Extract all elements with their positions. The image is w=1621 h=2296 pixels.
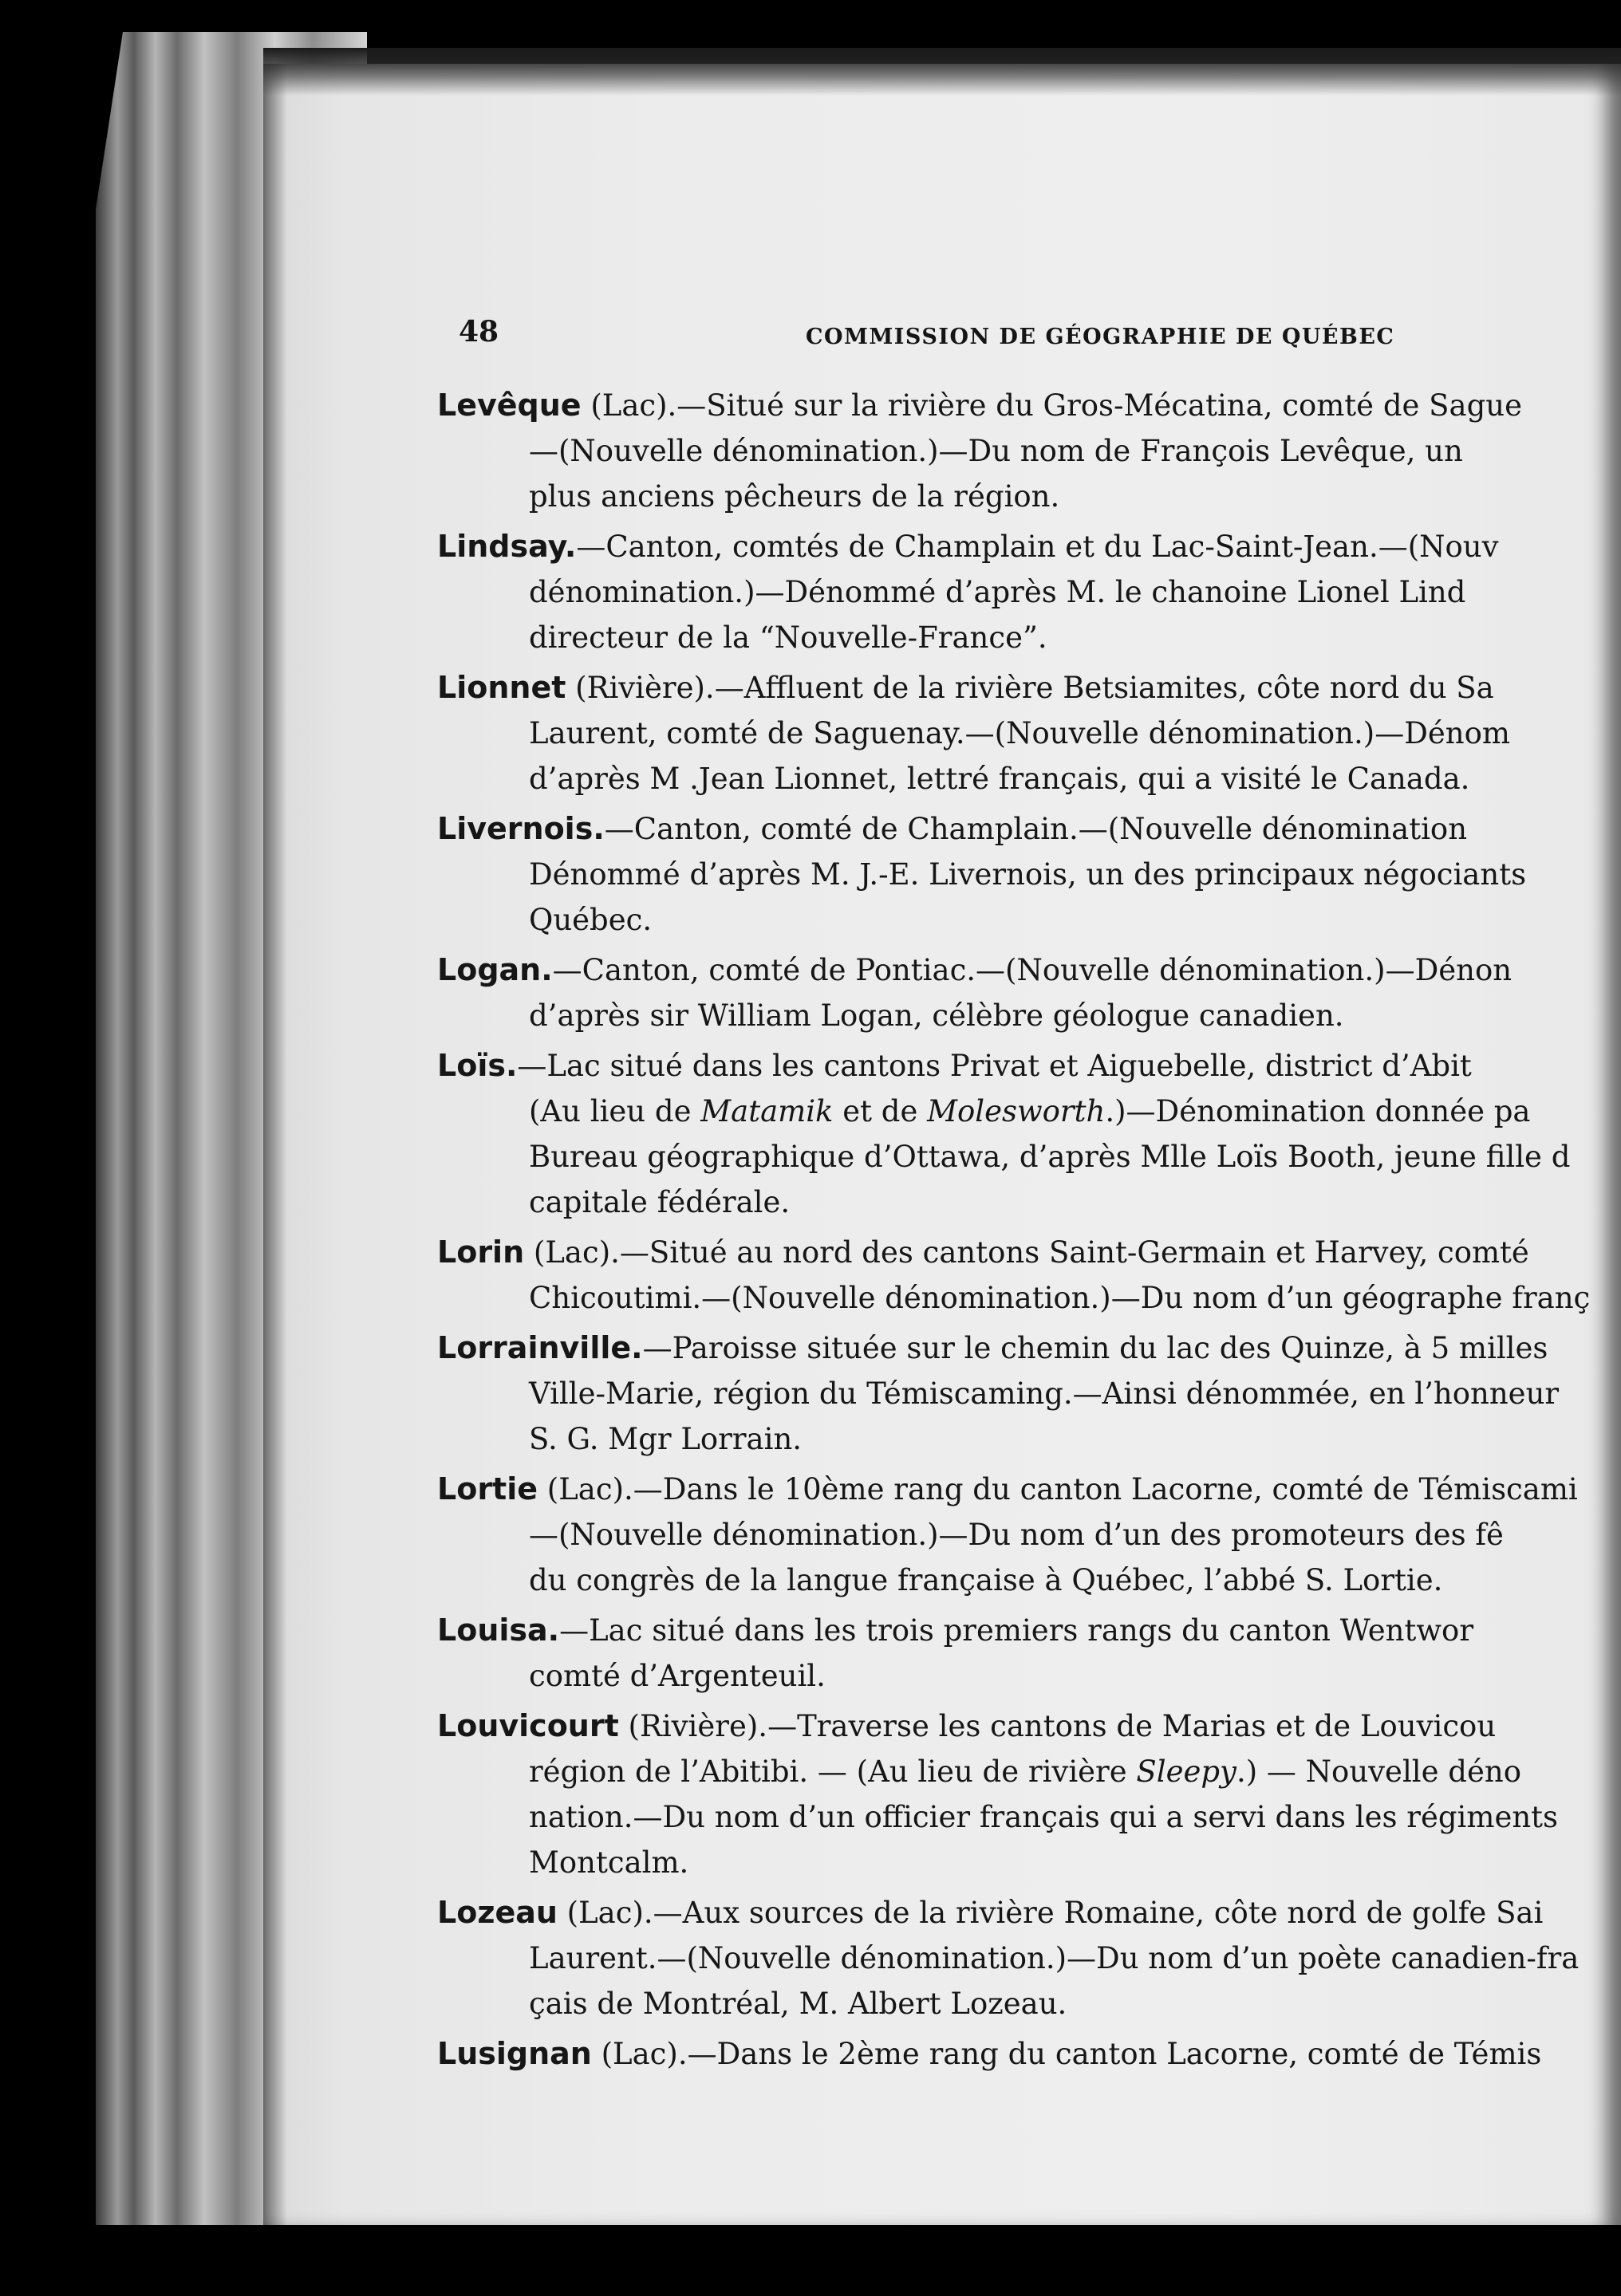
entry-text: (Lac).—Dans le 10ème rang du canton Lacorne, comté de Témiscami <box>538 1472 1578 1506</box>
entry-first-line <box>437 665 1621 711</box>
entry-first-line <box>437 806 1621 852</box>
entry-continuation-line <box>437 615 1621 660</box>
entry-headword: Levêque <box>437 388 582 423</box>
entry-text: Laurent, comté de Saguenay.—(Nouvelle dénomination.)—Dénom <box>529 716 1510 750</box>
entry-text: Laurent.—(Nouvelle dénomination.)—Du nom d’un poète canadien-fra <box>529 1941 1580 1975</box>
entry-text: région de l’Abitibi. — (Au lieu de rivière Sleepy.) — Nouvelle déno <box>529 1754 1521 1789</box>
entry-first-line <box>437 947 1621 993</box>
entry-continuation-line <box>437 1512 1621 1558</box>
entry-continuation-line <box>437 1275 1621 1321</box>
entry-headword: Lortie <box>437 1471 538 1506</box>
entry-continuation-line <box>437 711 1621 756</box>
page-gutter-shadow <box>263 64 287 2233</box>
entry <box>437 806 1621 943</box>
entry-text: —Canton, comté de Champlain.—(Nouvelle dénomination <box>604 812 1468 846</box>
entry-first-line <box>437 1467 1621 1512</box>
entry-continuation-line <box>437 1089 1621 1134</box>
entry-text: Chicoutimi.—(Nouvelle dénomination.)—Du nom d’un géographe franç <box>529 1281 1591 1315</box>
entry-continuation-line <box>437 1180 1621 1225</box>
entry-continuation-line <box>437 569 1621 615</box>
entry-continuation-line <box>437 1134 1621 1180</box>
entry-text: dénomination.)—Dénommé d’après M. le chanoine Lionel Lind <box>529 575 1466 609</box>
entry-first-line <box>437 2031 1621 2077</box>
entry <box>437 947 1621 1038</box>
entry <box>437 524 1621 660</box>
entry-continuation-line <box>437 1981 1621 2026</box>
entry-text: —Canton, comtés de Champlain et du Lac-Saint-Jean.—(Nouv <box>576 530 1499 564</box>
entry-headword: Lindsay. <box>437 529 577 564</box>
entry-first-line <box>437 1703 1621 1749</box>
entry-text: (Rivière).—Affluent de la rivière Betsiamites, côte nord du Sa <box>566 671 1494 705</box>
entry-text: Ville-Marie, région du Témiscaming.—Ainsi dénommée, en l’honneur <box>529 1376 1560 1411</box>
entry-text: —Paroisse située sur le chemin du lac des Quinze, à 5 milles <box>642 1331 1548 1365</box>
entry <box>437 1230 1621 1321</box>
entry-text: (Au lieu de Matamik et de Molesworth.)—Dénomination donnée pa <box>529 1094 1531 1128</box>
entry-continuation-line <box>437 1749 1621 1794</box>
entry-first-line <box>437 383 1621 428</box>
entry-continuation-line <box>437 852 1621 897</box>
entry <box>437 1467 1621 1603</box>
entry-first-line <box>437 1325 1621 1371</box>
entry-headword: Livernois. <box>437 811 605 846</box>
entry-text: —Lac situé dans les trois premiers rangs du canton Wentwor <box>559 1613 1474 1648</box>
entry-text: comté d’Argenteuil. <box>529 1659 826 1693</box>
entry-headword: Loïs. <box>437 1048 518 1083</box>
entry <box>437 1608 1621 1699</box>
entry-continuation-line <box>437 474 1621 519</box>
entry <box>437 1703 1621 1885</box>
gazetteer-entries <box>437 383 1621 2081</box>
entry <box>437 2031 1621 2077</box>
entry-text: (Lac).—Dans le 2ème rang du canton Lacorne, comté de Témis <box>591 2037 1542 2071</box>
entry-continuation-line <box>437 1936 1621 1981</box>
entry-text: Dénommé d’après M. J.-E. Livernois, un des principaux négociants <box>529 857 1527 892</box>
entry-text: (Lac).—Aux sources de la rivière Romaine, côte nord de golfe Sai <box>557 1896 1544 1930</box>
entry-text: Bureau géographique d’Ottawa, d’après Mlle Loïs Booth, jeune fille d <box>529 1140 1571 1174</box>
running-head <box>459 315 1621 363</box>
entry-first-line <box>437 524 1621 569</box>
entry-text: —Lac situé dans les cantons Privat et Aiguebelle, district d’Abit <box>517 1049 1472 1083</box>
entry-headword: Lionnet <box>437 670 566 705</box>
entry-first-line <box>437 1608 1621 1653</box>
entry-text: directeur de la “Nouvelle-France”. <box>529 620 1047 655</box>
entry-text: çais de Montréal, M. Albert Lozeau. <box>529 1987 1067 2021</box>
entry-text: capitale fédérale. <box>529 1185 791 1219</box>
entry-first-line <box>437 1230 1621 1275</box>
entry-text: (Rivière).—Traverse les cantons de Marias et de Louvicou <box>618 1709 1497 1743</box>
entry-continuation-line <box>437 1416 1621 1462</box>
page-number: 48 <box>459 315 499 349</box>
entry-continuation-line <box>437 993 1621 1038</box>
entry-text: nation.—Du nom d’un officier français qui a servi dans les régiments <box>529 1800 1559 1834</box>
entry-text: d’après sir William Logan, célèbre géologue canadien. <box>529 998 1344 1033</box>
entry-headword: Lorrainville. <box>437 1330 643 1365</box>
entry-text: (Lac).—Situé au nord des cantons Saint-Germain et Harvey, comté <box>524 1235 1529 1270</box>
entry-headword: Louisa. <box>437 1613 560 1648</box>
entry <box>437 1890 1621 2026</box>
entry-continuation-line <box>437 756 1621 801</box>
entry-headword: Louvicourt <box>437 1708 619 1743</box>
entry-continuation-line <box>437 897 1621 943</box>
entry-continuation-line <box>437 428 1621 474</box>
entry-text: S. G. Mgr Lorrain. <box>529 1422 803 1456</box>
entry-continuation-line <box>437 1653 1621 1699</box>
entry-text: —Canton, comté de Pontiac.—(Nouvelle dénomination.)—Dénon <box>552 953 1513 987</box>
entry-first-line <box>437 1890 1621 1936</box>
entry <box>437 383 1621 519</box>
entry-text: plus anciens pêcheurs de la région. <box>529 479 1060 514</box>
entry-text: —(Nouvelle dénomination.)—Du nom d’un des promoteurs des fê <box>529 1518 1504 1552</box>
entry-headword: Lusignan <box>437 2036 592 2071</box>
page-top-shadow <box>263 48 1621 96</box>
entry <box>437 1325 1621 1462</box>
entry-text: Québec. <box>529 903 653 937</box>
entry-text: d’après M .Jean Lionnet, lettré français, qui a visité le Canada. <box>529 762 1470 796</box>
entry-text: Montcalm. <box>529 1845 689 1880</box>
entry-first-line <box>437 1043 1621 1089</box>
entry <box>437 665 1621 801</box>
running-head-title: COMMISSION DE GÉOGRAPHIE DE QUÉBEC <box>806 325 1395 349</box>
entry-text: (Lac).—Situé sur la rivière du Gros-Mécatina, comté de Sague <box>581 388 1522 423</box>
entry <box>437 1043 1621 1225</box>
entry-headword: Lozeau <box>437 1895 558 1930</box>
entry-text: du congrès de la langue française à Québec, l’abbé S. Lortie. <box>529 1563 1443 1597</box>
entry-continuation-line <box>437 1794 1621 1840</box>
entry-headword: Logan. <box>437 952 553 987</box>
entry-headword: Lorin <box>437 1235 525 1270</box>
entry-text: —(Nouvelle dénomination.)—Du nom de François Levêque, un <box>529 434 1463 468</box>
entry-continuation-line <box>437 1371 1621 1416</box>
entry-continuation-line <box>437 1840 1621 1885</box>
scan-bottom-border <box>0 2225 1621 2296</box>
entry-continuation-line <box>437 1558 1621 1603</box>
